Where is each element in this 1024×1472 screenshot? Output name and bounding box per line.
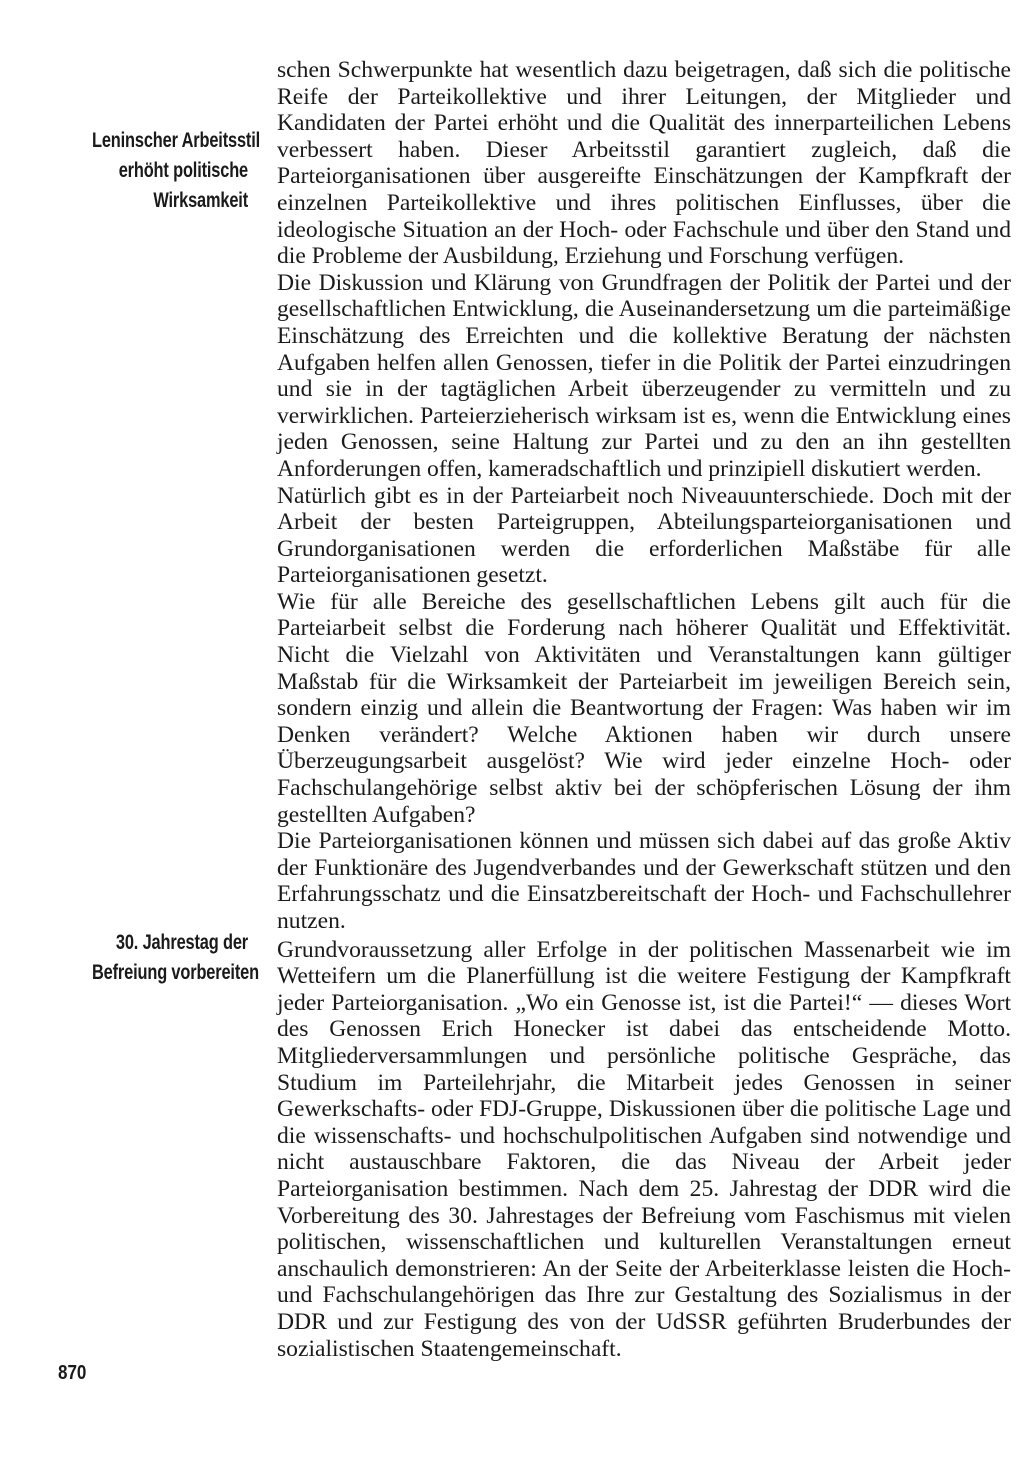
marginal-note-arbeitsstil <box>92 126 261 216</box>
paragraph: Natürlich gibt es in der Parteiarbeit noch Niveauunterschiede. Doch mit der Arbeit der besten Parteigruppen, Abteilungsparteiorganisationen und Grundorganisationen werden die erforderlichen Maßstäbe für alle Parteiorganisationen gesetzt. <box>277 482 1011 589</box>
page-number: 870 <box>58 1362 87 1384</box>
paragraph: Wie für alle Bereiche des gesellschaftlichen Lebens gilt auch für die Parteiarbeit selbst die Forderung nach höherer Qualität und Effektivität. Nicht die Vielzahl von Aktivitäten und Veranstaltungen kann gültiger Maßstab für die Wirksamkeit der Parteiarbeit im jeweiligen Bereich sein, sondern einzig und allein die Beantwortung der Fragen: Was haben wir im Denken verändert? Welche Aktionen haben wir durch unsere Überzeugungsarbeit ausgelöst? Wie wird jeder einzelne Hoch- oder Fachschulangehörige selbst aktiv bei der schöpferischen Lösung der ihm gestellten Aufgaben? <box>277 588 1011 828</box>
marginal-note-jahrestag <box>92 928 259 988</box>
marginal-note-line: Leninscher Arbeitsstil <box>92 129 261 152</box>
body-text <box>277 57 1011 1362</box>
marginal-note-line: Befreiung vorbereiten <box>92 961 259 984</box>
paragraph: schen Schwerpunkte hat wesentlich dazu beigetragen, daß sich die politische Reife der Parteikollektive und ihrer Leitungen, der Mitglieder und Kandidaten der Partei erhöht und die Qualität des innerparteilichen Lebens verbessert haben. Dieser Arbeitsstil garantiert zugleich, daß die Parteiorganisationen über ausgereifte Einschätzungen der Kampfkraft der einzelnen Parteikollektive und ihres politischen Einflusses, über die ideologische Situation an der Hoch- oder Fachschule und über den Stand und die Probleme der Ausbildung, Erziehung und Forschung verfügen. <box>277 57 1011 270</box>
marginal-note-line: Wirksamkeit <box>153 189 248 212</box>
marginal-note-line: erhöht politische <box>118 159 248 182</box>
paragraph: Grundvoraussetzung aller Erfolge in der politischen Massenarbeit wie im Wetteifern um die Planerfüllung ist die weitere Festigung der Kampfkraft jeder Parteiorganisation. „Wo ein Genosse ist, ist die Partei!“ — dieses Wort des Genossen Erich Honecker ist dabei das entscheidende Motto. Mitgliederversammlungen und persönliche politische Gespräche, das Studium im Parteilehrjahr, die Mitarbeit jedes Genossen in seiner Gewerkschafts- oder FDJ-Gruppe, Diskussionen über die politische Lage und die wissenschafts- und hochschulpolitischen Aufgaben sind notwendige und nicht austauschbare Faktoren, die das Niveau der Arbeit jeder Parteiorganisation bestimmen. Nach dem 25. Jahrestag der DDR wird die Vorbereitung des 30. Jahrestages der Befreiung vom Faschismus mit vielen politischen, wissenschaftlichen und kulturellen Veranstaltungen erneut anschaulich demonstrieren: An der Seite der Arbeiterklasse leisten die Hoch- und Fachschulangehörigen das Ihre zur Gestaltung des Sozialismus in der DDR und zur Festigung des von der UdSSR geführten Bruderbundes der sozialistischen Staatengemeinschaft. <box>277 936 1011 1362</box>
paragraph: Die Diskussion und Klärung von Grundfragen der Politik der Partei und der gesellschaftlichen Entwicklung, die Auseinandersetzung um die parteimäßige Einschätzung des Erreichten und die kollektive Beratung der nächsten Aufgaben helfen allen Genossen, tiefer in die Politik der Partei einzudringen und sie in der tagtäglichen Arbeit überzeugender zu vermitteln und zu verwirklichen. Parteierzieherisch wirksam ist es, wenn die Entwicklung eines jeden Genossen, seine Haltung zur Partei und zu den an ihn gestellten Anforderungen offen, kameradschaftlich und prinzipiell diskutiert werden. <box>277 269 1011 482</box>
paragraph: Die Parteiorganisationen können und müssen sich dabei auf das große Aktiv der Funktionäre des Jugendverbandes und der Gewerkschaft stützen und den Erfahrungsschatz und die Einsatzbereitschaft der Hoch- und Fachschullehrer nutzen. <box>277 828 1011 934</box>
marginal-note-line: 30. Jahrestag der <box>115 931 248 954</box>
